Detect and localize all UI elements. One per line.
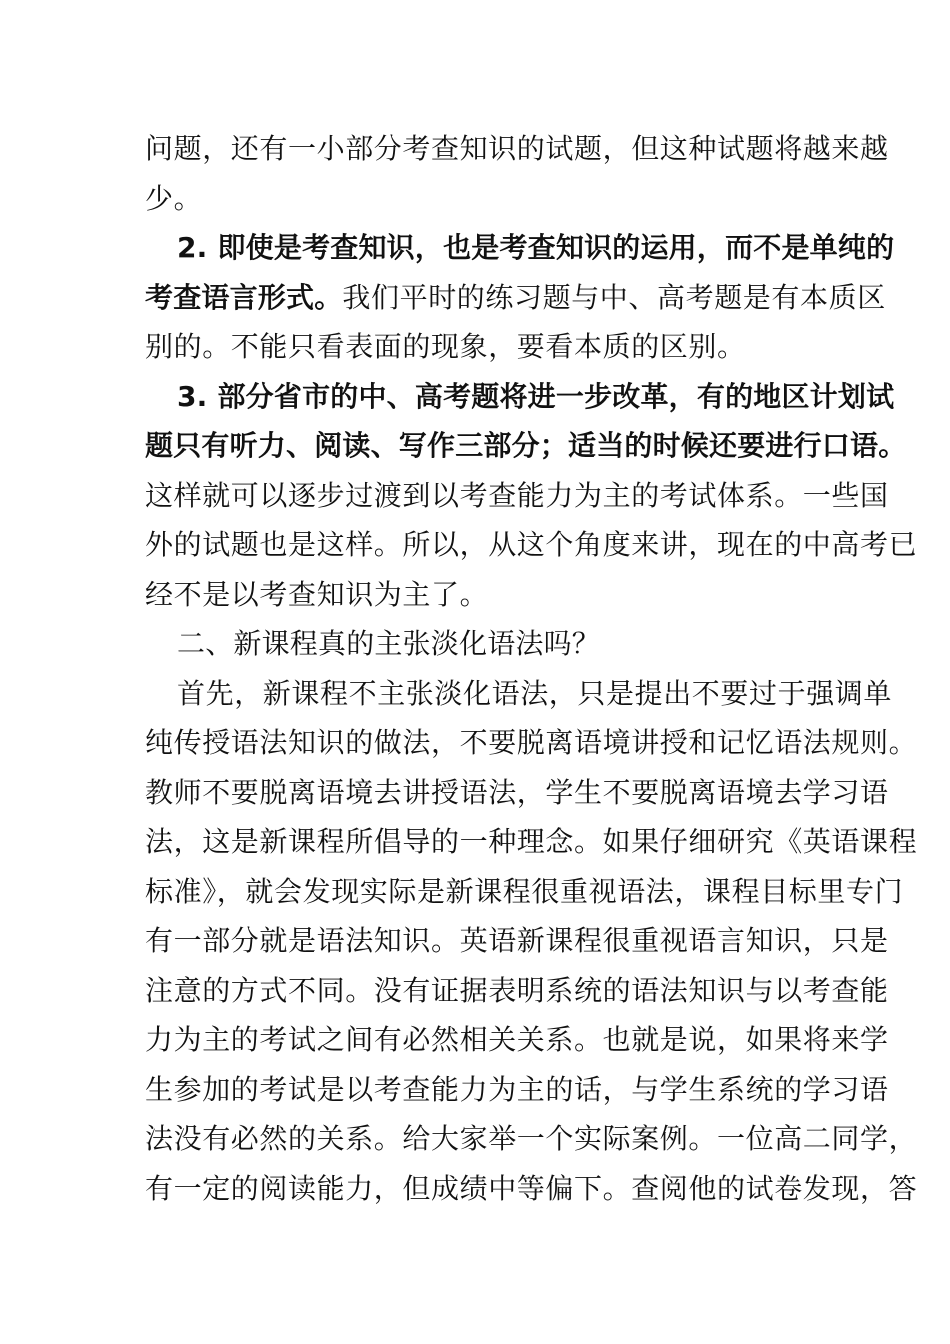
bold-lead-text: 3. 部分省市的中、高考题将进一步改革，有的地区计划试	[177, 379, 895, 413]
paragraph-line: 别的。不能只看表面的现象，要看本质的区别。	[145, 330, 746, 363]
paragraph-line: 力为主的考试之间有必然相关关系。也就是说，如果将来学	[145, 1023, 889, 1056]
paragraph-line: 法，这是新课程所倡导的一种理念。如果仔细研究《英语课程	[145, 825, 918, 858]
paragraph-line: 有一定的阅读能力，但成绩中等偏下。查阅他的试卷发现，答	[145, 1171, 918, 1205]
paragraph-line: 法没有必然的关系。给大家举一个实际案例。一位高二同学，	[145, 1122, 918, 1155]
paragraph-line: 首先，新课程不主张淡化语法，只是提出不要过于强调单	[177, 676, 893, 710]
paragraph-line: 教师不要脱离语境去讲授语法，学生不要脱离语境去学习语	[145, 775, 889, 809]
paragraph-line: 少。	[145, 181, 203, 215]
paragraph-line: 标准》，就会发现实际是新课程很重视语法，课程目标里专门	[145, 874, 904, 908]
paragraph-line: 注意的方式不同。没有证据表明系统的语法知识与以考查能	[145, 973, 889, 1007]
section-heading: 二、新课程真的主张淡化语法吗？	[177, 627, 601, 660]
paragraph-line: 有一部分就是语法知识。英语新课程很重视语言知识，只是	[145, 924, 889, 957]
paragraph-text: 我们平时的练习题与中、高考题是有本质区	[342, 280, 886, 314]
paragraph-line	[145, 421, 907, 471]
paragraph-line: 经不是以考查知识为主了。	[145, 577, 489, 611]
numbered-point-3	[145, 372, 895, 422]
bold-lead-text: 考查语言形式。	[145, 280, 343, 314]
paragraph-line: 问题，还有一小部分考查知识的试题，但这种试题将越来越	[145, 132, 889, 165]
paragraph-line: 这样就可以逐步过渡到以考查能力为主的考试体系。一些国	[145, 478, 889, 512]
paragraph-line: 外的试题也是这样。所以，从这个角度来讲，现在的中高考已	[145, 528, 918, 561]
paragraph-line	[145, 273, 886, 323]
bold-lead-text: 2. 即使是考查知识，也是考查知识的运用，而不是单纯的	[177, 231, 895, 264]
paragraph-line: 生参加的考试是以考查能力为主的话，与学生系统的学习语	[145, 1072, 889, 1106]
document-body	[145, 124, 918, 1213]
paragraph-line: 纯传授语法知识的做法，不要脱离语境讲授和记忆语法规则。	[145, 726, 918, 759]
numbered-point-2	[145, 223, 895, 273]
bold-lead-text: 题只有听力、阅读、写作三部分；适当的时候还要进行口语。	[145, 429, 907, 462]
